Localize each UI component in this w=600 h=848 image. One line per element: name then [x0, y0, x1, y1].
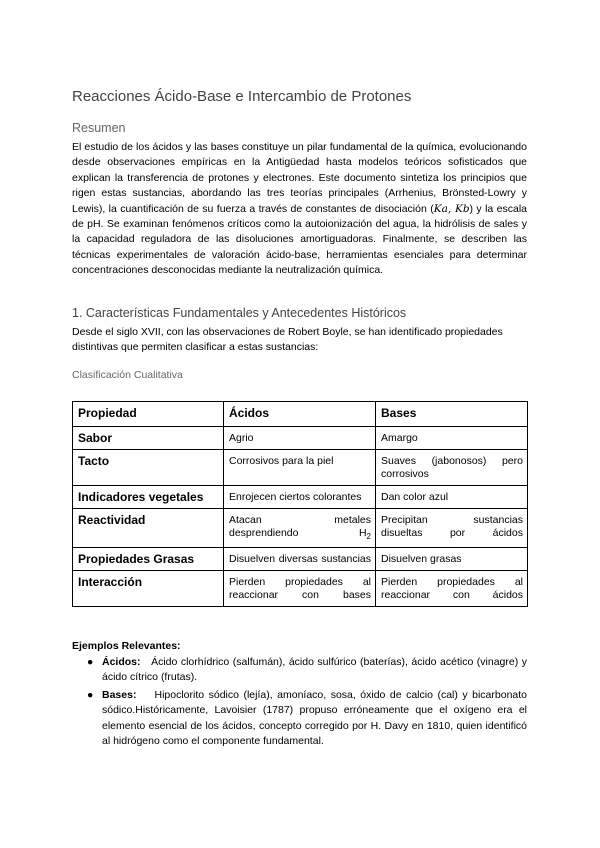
row-acid-value: Corrosivos para la piel — [224, 450, 376, 486]
row-acid-value: Disuelven diversas sustancias — [224, 548, 376, 571]
abstract-text-part1: El estudio de los ácidos y las bases constituye un pilar fundamental de la química, evolucionando desde observaciones empíricas en la Antigüedad hasta modelos teóricos sofisticados que explican la transferencia de protones y electrones. Este documento sintetiza los principios que rigen estas sustancias, abordando las tres teorías principales (Arrhenius, Brönsted-Lowry y Lewis), la cuantificación de su fuerza a través de constantes de disociación ( — [72, 141, 527, 215]
bases-examples-text: Hipoclorito sódico (lejía), amoníaco, sosa, óxido de calcio (cal) y bicarbonato sódico.Históricamente, Lavoisier (1787) propuso erróneamente que el oxígeno era el elemento esencial de los ácidos, concepto corregido por H. Davy en 1810, quien identificó al hidrógeno como el componente fundamental. — [102, 688, 528, 747]
table-row — [73, 427, 528, 450]
table-row — [73, 450, 528, 486]
examples-list — [72, 655, 527, 750]
section-intro: Desde el siglo XVII, con las observaciones de Robert Boyle, se han identificado propiedades distintivas que permiten clasificar a estas sustancias: — [72, 326, 503, 353]
bullet-icon: ● — [87, 655, 94, 668]
row-base-value: Pierden propiedades al reaccionar con ácidos — [376, 571, 528, 607]
list-item — [72, 655, 527, 686]
header-bases: Bases — [376, 402, 528, 427]
row-property: Propiedades Grasas — [73, 548, 224, 571]
row-property: Sabor — [73, 427, 224, 450]
h2-subscript: 2 — [366, 532, 371, 542]
header-acids: Ácidos — [224, 402, 376, 427]
row-acid-value: Agrio — [224, 427, 376, 450]
row-base-value: Disuelven grasas — [376, 548, 528, 571]
abstract-heading: Resumen — [72, 121, 126, 135]
acids-examples-text: Ácido clorhídrico (salfumán), ácido sulfúrico (baterías), ácido acético (vinagre) y ácido cítrico (frutas). — [102, 655, 527, 683]
row-base-value: Dan color azul — [376, 486, 528, 509]
table-row — [73, 486, 528, 509]
row-property: Tacto — [73, 450, 224, 486]
row-property: Reactividad — [73, 509, 224, 548]
examples-heading: Ejemplos Relevantes: — [72, 640, 181, 652]
row-base-value: Precipitan sustancias disueltas por ácidos — [376, 509, 528, 548]
row-property: Interacción — [73, 571, 224, 607]
properties-table — [72, 401, 528, 607]
examples-section — [72, 639, 527, 752]
list-item — [72, 688, 527, 750]
table-subheading: Clasificación Cualitativa — [72, 369, 183, 381]
table-row — [73, 548, 528, 571]
abstract-text — [72, 140, 527, 279]
reactivity-acid-text: Atacan metales desprendiendo H — [229, 514, 371, 539]
bases-label: Bases: — [102, 688, 137, 701]
row-acid-value — [224, 509, 376, 548]
table-row — [73, 509, 528, 548]
table-header-row — [73, 402, 528, 427]
row-acid-value: Enrojecen ciertos colorantes — [224, 486, 376, 509]
bullet-icon: ● — [87, 688, 94, 701]
section-heading: 1. Características Fundamentales y Antecedentes Históricos — [72, 306, 407, 320]
row-base-value: Amargo — [376, 427, 528, 450]
row-base-value: Suaves (jabonosos) pero corrosivos — [376, 450, 528, 486]
dissociation-constants-math: Ka, Kb — [433, 202, 470, 215]
row-property: Indicadores vegetales — [73, 486, 224, 509]
header-property: Propiedad — [73, 402, 224, 427]
row-acid-value: Pierden propiedades al reaccionar con bases — [224, 571, 376, 607]
document-title: Reacciones Ácido-Base e Intercambio de Protones — [72, 88, 412, 105]
acids-label: Ácidos: — [102, 655, 141, 668]
table-row — [73, 571, 528, 607]
abstract-text-part2: ) y la escala de pH. Se examinan fenómenos críticos como la autoionización del agua, la hidrólisis de sales y la capacidad reguladora de las disoluciones amortiguadoras. Finalmente, se describen las técnicas experimentales de valoración ácido-base, herramientas esenciales para determinar concentraciones desconocidas mediante la neutralización química. — [72, 202, 527, 277]
